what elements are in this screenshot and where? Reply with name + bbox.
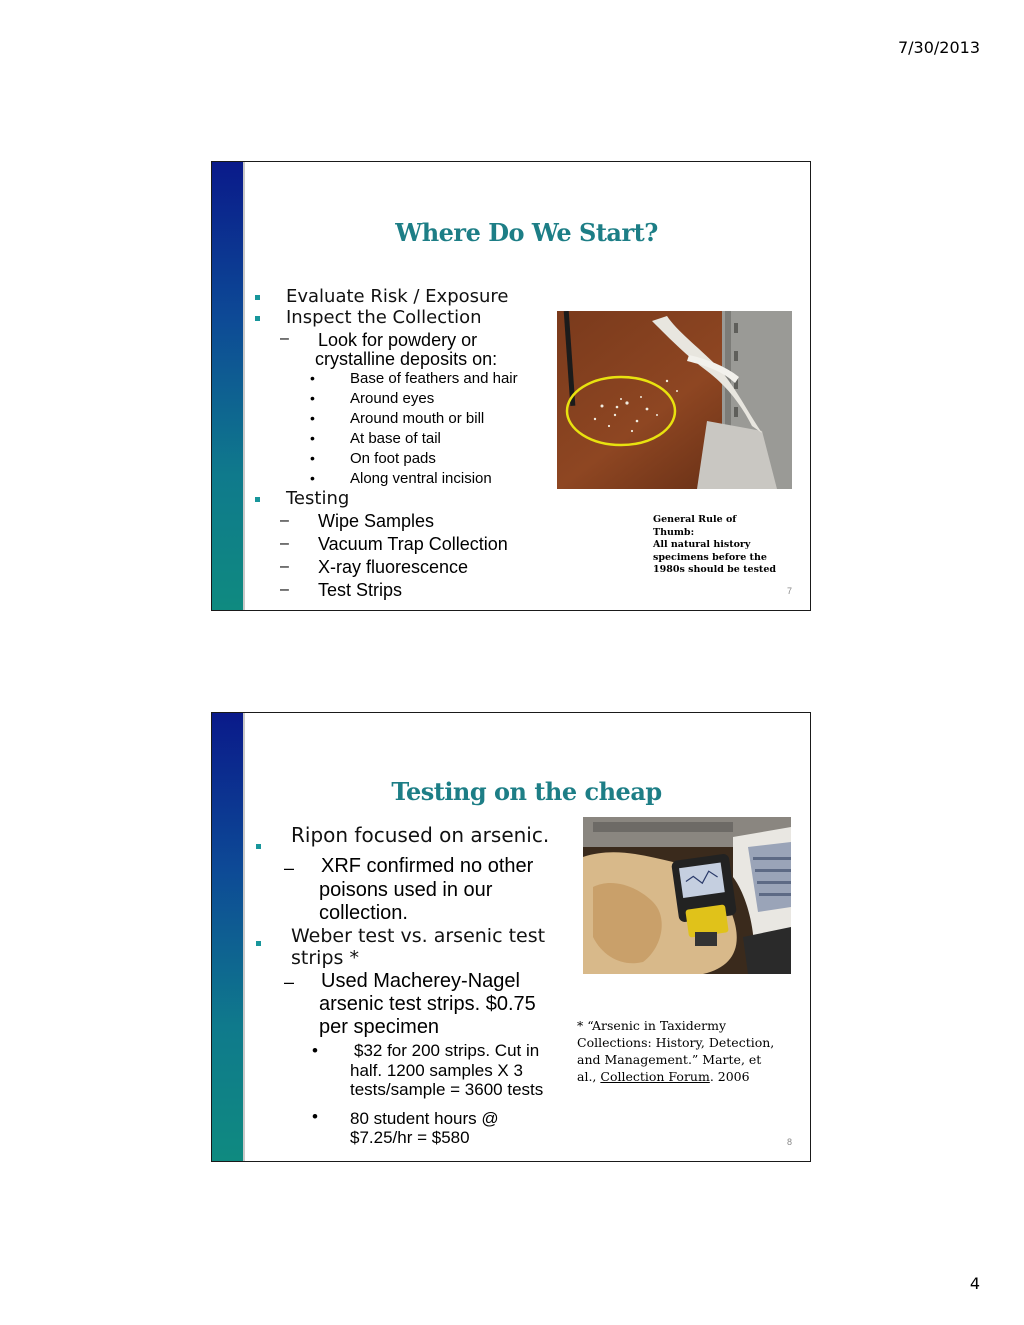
- slide-accent-bar: [212, 713, 243, 1161]
- note-line: All natural history: [653, 539, 751, 550]
- used-strips-line: Used Macherey-Nagel: [321, 970, 520, 992]
- bullet-square-icon: [255, 295, 260, 300]
- cost-line: tests/sample = 3600 tests: [350, 1080, 544, 1099]
- citation-line: [577, 1068, 774, 1085]
- xrf-line: poisons used in our: [319, 879, 493, 901]
- bullet-dot-icon: •: [310, 470, 315, 486]
- citation: [577, 1017, 774, 1085]
- bullet-dot-icon: •: [312, 1107, 318, 1126]
- cost-line: $32 for 200 strips. Cut in: [354, 1041, 540, 1060]
- slide-number: 7: [786, 586, 792, 596]
- bullet-dot-icon: •: [310, 430, 315, 446]
- bullet-dot-icon: •: [310, 450, 315, 466]
- page-date: 7/30/2013: [897, 38, 980, 57]
- xrf-analyzer-photo: [583, 817, 791, 974]
- specimen-deposit-photo: [557, 311, 792, 489]
- rule-of-thumb-note: [653, 514, 776, 577]
- citation-line: and Management.” Marte, et: [577, 1052, 762, 1067]
- dash-icon: –: [280, 512, 289, 529]
- dash-icon: –: [280, 535, 289, 552]
- note-line: specimens before the: [653, 551, 767, 563]
- used-strips-line: per specimen: [319, 1016, 440, 1038]
- bullet-weber-test: Weber test vs. arsenic test: [291, 925, 546, 947]
- bullet-dot-icon: •: [312, 1041, 318, 1060]
- xrf-line: XRF confirmed no other: [321, 855, 534, 877]
- inspect-item: Around eyes: [350, 390, 435, 407]
- inspect-item: Around mouth or bill: [350, 410, 485, 427]
- hours-line: 80 student hours @: [350, 1109, 499, 1128]
- bullet-square-icon: [256, 844, 261, 849]
- bullet-dot-icon: •: [310, 410, 315, 426]
- slide-number: 8: [786, 1137, 792, 1147]
- xrf-line: collection.: [319, 902, 408, 924]
- inspect-item: Base of feathers and hair: [350, 370, 518, 387]
- bullet-testing: Testing: [286, 488, 350, 509]
- xrf-analyzer-image: [583, 817, 791, 974]
- hours-line: $7.25/hr = $580: [350, 1128, 470, 1147]
- slide-title: Where Do We Start?: [395, 218, 658, 247]
- citation-line: Collections: History, Detection,: [577, 1035, 775, 1050]
- inspect-item: At base of tail: [350, 430, 441, 447]
- testing-item: Vacuum Trap Collection: [318, 534, 508, 554]
- page-number: 4: [969, 1274, 980, 1293]
- inspect-item: Along ventral incision: [350, 470, 492, 487]
- citation-journal: Collection Forum: [600, 1069, 710, 1084]
- inspect-sub-line-2: crystalline deposits on:: [315, 349, 498, 369]
- slide-where-do-we-start: [211, 161, 811, 611]
- slide-title: Testing on the cheap: [391, 777, 662, 806]
- note-line: Thumb:: [653, 526, 695, 538]
- citation-prefix: al.,: [577, 1069, 601, 1084]
- inspect-sub-line-1: Look for powdery or: [318, 330, 478, 350]
- testing-item: Test Strips: [318, 580, 403, 600]
- bullet-square-icon: [255, 316, 260, 321]
- dash-icon: –: [280, 330, 289, 347]
- bullet-inspect-collection: Inspect the Collection: [286, 307, 482, 328]
- dash-icon: –: [280, 558, 289, 575]
- bullet-dot-icon: •: [310, 390, 315, 406]
- bullet-square-icon: [255, 497, 260, 502]
- dash-icon: –: [284, 972, 295, 992]
- citation-line: * “Arsenic in Taxidermy: [577, 1018, 727, 1033]
- bullet-dot-icon: •: [310, 370, 315, 386]
- bullet-ripon-arsenic: Ripon focused on arsenic.: [291, 823, 550, 847]
- used-strips-line: arsenic test strips. $0.75: [319, 993, 536, 1015]
- bullet-weber-test-cont: strips *: [291, 947, 359, 969]
- testing-item: X-ray fluorescence: [318, 557, 469, 577]
- note-line: General Rule of: [653, 514, 737, 525]
- testing-item: Wipe Samples: [318, 511, 435, 531]
- slide-testing-on-the-cheap: [211, 712, 811, 1162]
- bullet-square-icon: [256, 941, 261, 946]
- dash-icon: –: [284, 858, 295, 878]
- bullet-evaluate-risk: Evaluate Risk / Exposure: [286, 286, 509, 307]
- dash-icon: –: [280, 581, 289, 598]
- specimen-deposit-image: [557, 311, 792, 489]
- cost-line: half. 1200 samples X 3: [350, 1061, 523, 1080]
- inspect-item: On foot pads: [350, 450, 436, 467]
- note-line: 1980s should be tested: [653, 564, 777, 575]
- slide-accent-bar: [212, 162, 243, 610]
- citation-year: . 2006: [709, 1069, 750, 1084]
